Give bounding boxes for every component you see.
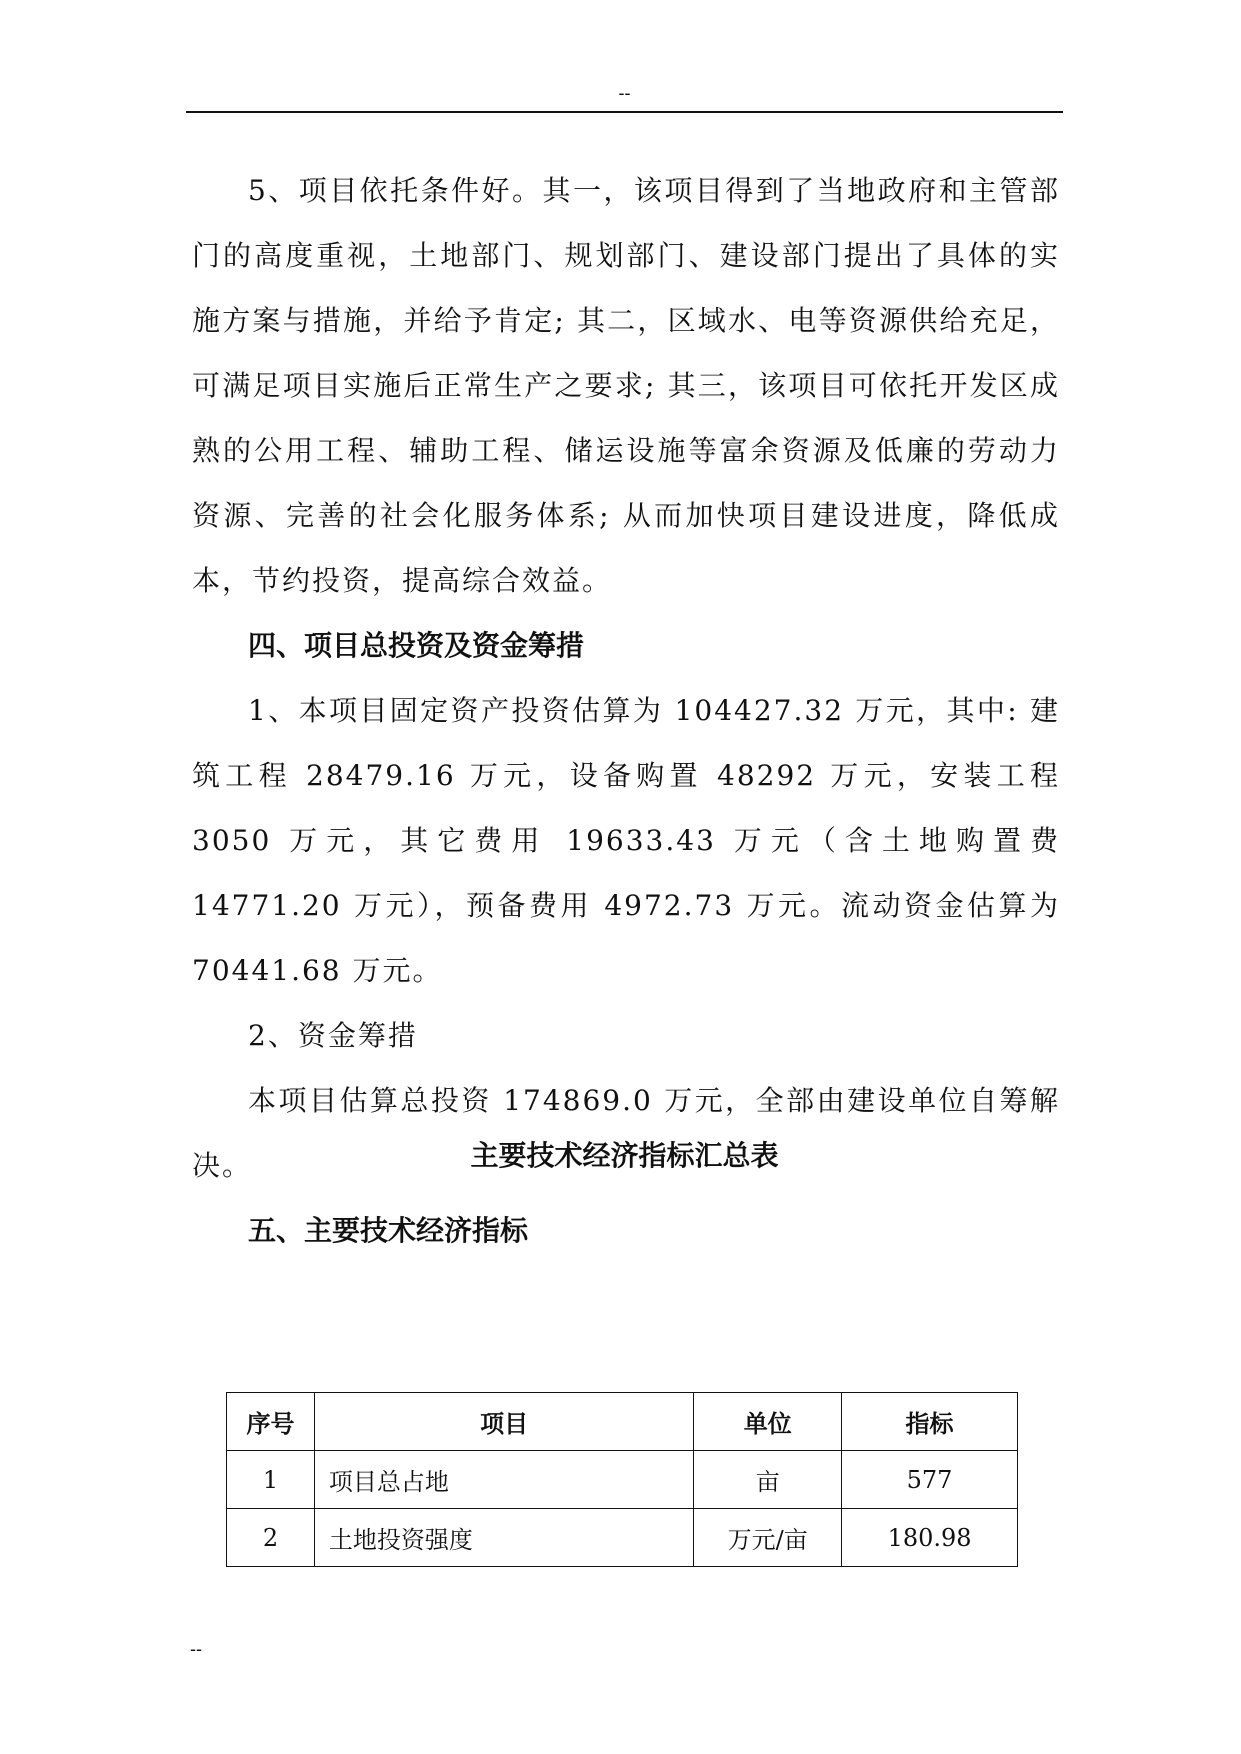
- column-header-value: 指标: [842, 1393, 1018, 1451]
- cell-value: 577: [842, 1451, 1018, 1509]
- cell-item: 土地投资强度: [314, 1509, 693, 1567]
- cell-no: 1: [227, 1451, 315, 1509]
- paragraph-fixed-asset-investment: 1、本项目固定资产投资估算为 104427.32 万元，其中: 建筑工程 28479.16 万元，设备购置 48292 万元，安装工程 3050 万元，其它费用 19633.43 万元（含土地购置费 14771.20 万元），预备费用 4972.73 万元。流动资金估算为 70441.68 万元。: [192, 694, 1060, 987]
- table-title: 主要技术经济指标汇总表: [470, 1139, 779, 1172]
- table-row: [227, 1451, 1018, 1509]
- cell-unit: 亩: [694, 1451, 842, 1509]
- section-heading-indicators: 五、主要技术经济指标: [248, 1214, 529, 1247]
- indicator-summary-table: [226, 1392, 1018, 1567]
- table-header-row: [227, 1393, 1018, 1451]
- document-body: [192, 158, 1060, 1263]
- cell-no: 2: [227, 1509, 315, 1567]
- header-rule: [186, 111, 1063, 113]
- page-header-mark: --: [618, 83, 631, 103]
- cell-value: 180.98: [842, 1509, 1018, 1567]
- paragraph-total-investment: 本项目估算总投资 174869.0 万元，全部由建设单位自筹解决。: [192, 1084, 1060, 1182]
- paragraph-project-support: 5、项目依托条件好。其一，该项目得到了当地政府和主管部门的高度重视，土地部门、规划部门、建设部门提出了具体的实施方案与措施，并给予肯定; 其二，区域水、电等资源供给充足，可满足项目实施后正常生产之要求; 其三，该项目可依托开发区成熟的公用工程、辅助工程、储运设施等富余资源及低廉的劳动力资源、完善的社会化服务体系; 从而加快项目建设进度，降低成本，节约投资，提高综合效益。: [192, 174, 1060, 597]
- cell-item: 项目总占地: [314, 1451, 693, 1509]
- column-header-item: 项目: [314, 1393, 693, 1451]
- page-footer-mark: --: [190, 1639, 202, 1659]
- paragraph-financing-title: 2、资金筹措: [248, 1019, 418, 1052]
- column-header-unit: 单位: [694, 1393, 842, 1451]
- table-row: [227, 1509, 1018, 1567]
- column-header-no: 序号: [227, 1393, 315, 1451]
- cell-unit: 万元/亩: [694, 1509, 842, 1567]
- section-heading-investment: 四、项目总投资及资金筹措: [248, 629, 585, 662]
